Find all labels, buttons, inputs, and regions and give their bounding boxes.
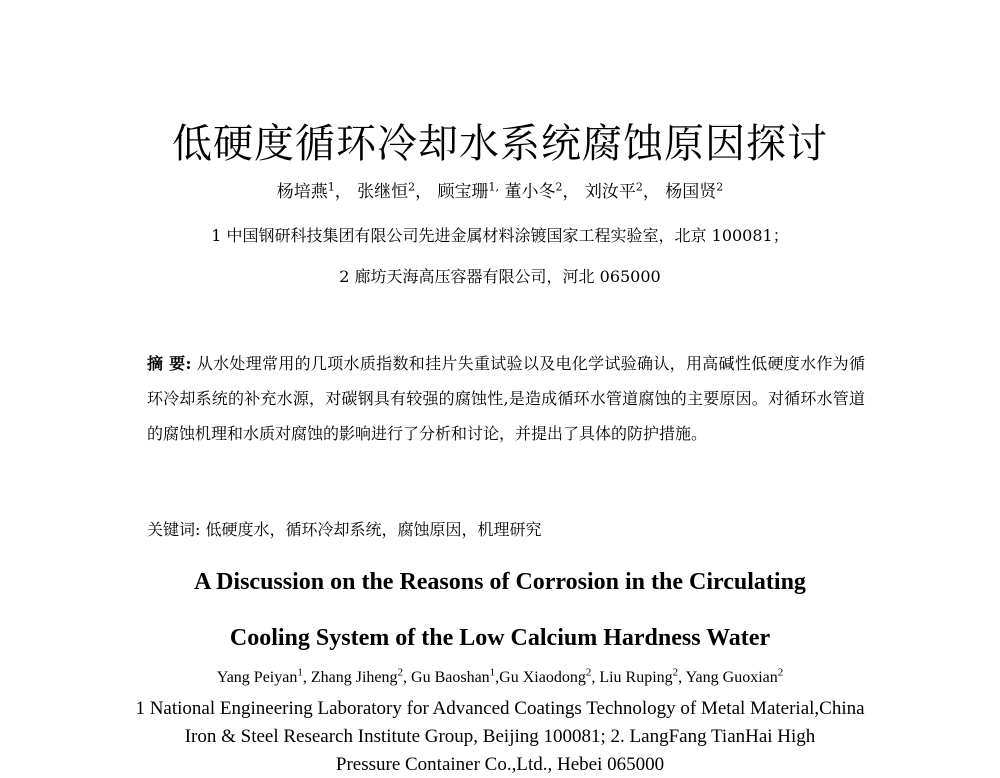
author-en: Gu Baoshan — [411, 669, 490, 686]
author-cn-affil: 1, — [488, 180, 500, 194]
author-cn: 张继恒 — [357, 182, 409, 202]
author-en: Gu Xiaodong — [499, 669, 586, 686]
affiliation-chinese-2: 2 廊坊天海高压容器有限公司，河北 065000 — [339, 267, 661, 286]
author-en-affil: 2 — [397, 666, 404, 679]
affiliation-english-line-2: Iron & Steel Research Institute Group, Beijing 100081; 2. LangFang TianHai High — [184, 726, 816, 747]
author-en-affil: 1 — [297, 666, 303, 679]
author-cn: 刘汝平 — [584, 182, 636, 202]
authors-chinese: 杨培燕$^1$， 张继恒$^2$， 顾宝珊$^{1,}$ 董小冬$^2$， 刘汝平$^2$， 杨国贤$^2$ — [276, 180, 724, 202]
author-cn: 杨培燕 — [276, 182, 328, 202]
affiliation-english-line-3: Pressure Container Co.,Ltd., Hebei 065000 — [335, 754, 665, 775]
author-cn-affil: 2 — [555, 180, 563, 194]
author-cn: 杨国贤 — [665, 182, 717, 202]
author-cn: 顾宝珊 — [437, 182, 489, 202]
author-en: Yang Peiyan — [216, 669, 298, 686]
title-english-line-2: Cooling System of the Low Calcium Hardness Water — [229, 625, 771, 651]
author-en-affil: 2 — [777, 666, 784, 679]
author-en: Yang Guoxian — [685, 669, 778, 686]
author-cn: 董小冬 — [504, 182, 556, 202]
author-en-affil: 2 — [585, 666, 592, 679]
affiliation-chinese-1: 1 中国钢研科技集团有限公司先进金属材料涂镀国家工程实验室，北京 100081； — [211, 226, 789, 245]
author-cn-affil: 2 — [716, 180, 724, 194]
abstract-chinese — [147, 346, 865, 451]
author-en: Liu Ruping — [599, 669, 673, 686]
keywords-label: 关键词: — [147, 520, 201, 539]
abstract-text: 从水处理常用的几项水质指数和挂片失重试验以及电化学试验确认，用高碱性低硬度水作为循环冷却系统的补充水源，对碳钢具有较强的腐蚀性,是造成循环水管道腐蚀的主要原因。对循环水管道的腐蚀机理和水质对腐蚀的影响进行了分析和讨论，并提出了具体的防护措施。 — [147, 354, 865, 443]
affiliation-english-line-1: 1 National Engineering Laboratory for Advanced Coatings Technology of Metal Material,China — [135, 698, 865, 719]
author-cn-affil: 2 — [408, 180, 416, 194]
abstract-label: 摘 要: — [147, 354, 192, 373]
keywords-text: 低硬度水，循环冷却系统，腐蚀原因，机理研究 — [205, 520, 542, 539]
author-en-affil: 2 — [672, 666, 679, 679]
title-chinese: 低硬度循环冷却水系统腐蚀原因探讨 — [172, 121, 828, 167]
keywords-chinese — [147, 518, 542, 542]
author-cn-affil: 1 — [327, 180, 335, 194]
author-en: Zhang Jiheng — [310, 669, 398, 686]
authors-english: Yang Peiyan$^1$, Zhang Jiheng$^2$, Gu Baoshan$^1$,Gu Xiaodong$^2$, Liu Ruping$^2$, Yang Guoxian$^2$ — [216, 666, 784, 686]
title-english-line-1: A Discussion on the Reasons of Corrosion in the Circulating — [194, 569, 806, 595]
author-en-affil: 1 — [489, 666, 496, 679]
author-cn-affil: 2 — [635, 180, 643, 194]
